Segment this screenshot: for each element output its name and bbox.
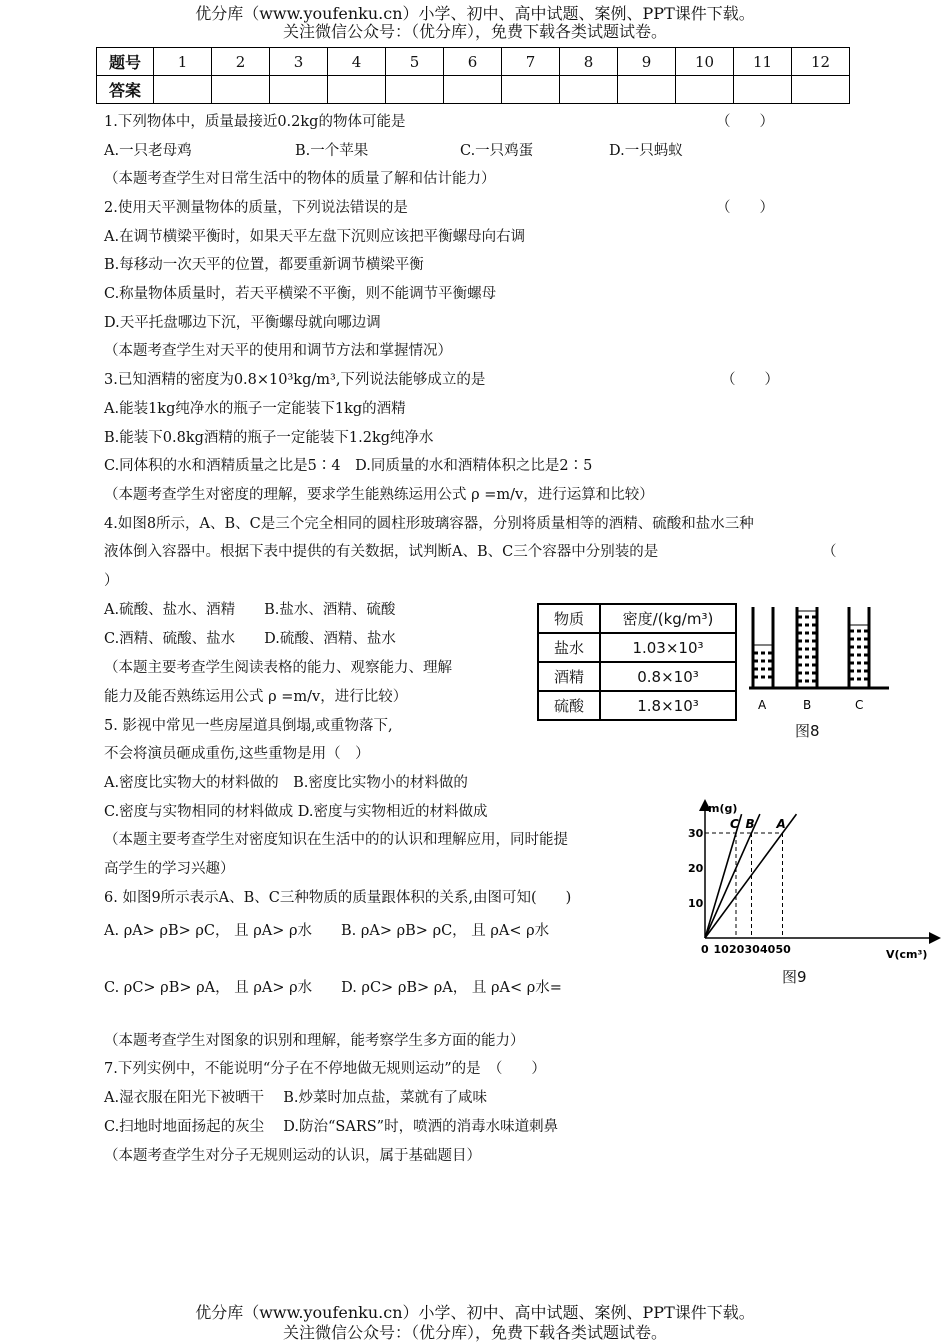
answer-table-answer-row	[97, 76, 850, 104]
q4-options-cd: C.酒精、硫酸、盐水 D.硫酸、酒精、盐水	[104, 631, 396, 647]
q7-note: （本题考查学生对分子无规则运动的认识，属于基础题目）	[104, 1148, 481, 1164]
q1-note: （本题考查学生对日常生活中的物体的质量了解和估计能力）	[104, 171, 496, 187]
figure-8-containers	[745, 603, 893, 713]
container-c	[849, 607, 869, 687]
q4-options-ab: A.硫酸、盐水、酒精 B.盐水、酒精、硫酸	[104, 602, 396, 618]
container-b	[797, 607, 817, 687]
answer-cell[interactable]	[444, 76, 502, 104]
q2-stem: 2.使用天平测量物体的质量，下列说法错误的是	[104, 200, 408, 216]
q6-option-c: C. ρC> ρB> ρA， 且 ρA> ρ水	[104, 980, 313, 996]
q6-options-cd	[104, 974, 664, 1002]
density-col-substance: 物质	[538, 604, 600, 633]
q5-options-ab: A.密度比实物大的材料做的 B.密度比实物小的材料做的	[104, 775, 468, 791]
container-label-b: B	[803, 698, 812, 712]
question-number: 2	[212, 48, 270, 76]
density-value: 0.8×10³	[600, 662, 736, 691]
density-table-header	[538, 604, 736, 633]
q7-options-ab: A.湿衣服在阳光下被晒干 B.炒菜时加点盐，菜就有了咸味	[104, 1090, 487, 1106]
answer-cell[interactable]	[212, 76, 270, 104]
answer-table	[96, 47, 850, 104]
q1-answer-paren: （ ）	[716, 114, 774, 130]
q5-note-line-1: （本题主要考查学生对密度知识在生活中的的认识和理解应用，同时能提	[104, 832, 568, 848]
series-label-c: C	[730, 817, 739, 831]
q3-answer-paren: （ ）	[721, 372, 779, 388]
q6-note: （本题考查学生对图象的识别和理解，能考察学生多方面的能力）	[104, 1033, 525, 1049]
q1-option-d: D.一只蚂蚁	[609, 143, 683, 159]
answer-cell[interactable]	[328, 76, 386, 104]
question-number: 8	[560, 48, 618, 76]
footer-line-1: 优分库（www.youfenku.cn）小学、初中、高中试题、案例、PPT课件下载。	[195, 1303, 755, 1322]
series-label-b: B	[745, 817, 755, 831]
q4-answer-paren-open: （	[822, 544, 837, 560]
figure-9-chart	[688, 796, 950, 966]
y-tick-label: 10	[688, 897, 704, 910]
figure-8-caption: 图8	[795, 722, 820, 740]
q5-stem-line-2: 不会将演员砸成重伤,这些重物是用（ ）	[104, 746, 370, 762]
question-number: 9	[618, 48, 676, 76]
container-label-a: A	[758, 698, 767, 712]
container-label-c: C	[855, 698, 864, 712]
q1-option-b: B.一个苹果	[295, 143, 369, 159]
q2-option-c: C.称量物体质量时，若天平横梁不平衡，则不能调节平衡螺母	[104, 286, 497, 302]
question-number: 12	[792, 48, 850, 76]
density-table	[537, 603, 737, 721]
q4-answer-paren-close: ）	[104, 573, 119, 589]
q4-stem-line-2: 液体倒入容器中。根据下表中提供的有关数据，试判断A、B、C三个容器中分别装的是	[104, 544, 659, 560]
y-tick-label: 20	[688, 862, 704, 875]
question-number: 10	[676, 48, 734, 76]
answer-table-number-row	[97, 48, 850, 76]
q1-option-a: A.一只老母鸡	[104, 143, 192, 159]
q4-note-line-2: 能力及能否熟练运用公式 ρ =m/v，进行比较）	[104, 689, 408, 705]
q2-note: （本题考查学生对天平的使用和调节方法和掌握情况）	[104, 343, 452, 359]
q7-stem: 7.下列实例中，不能说明“分子在不停地做无规则运动”的是 （ ）	[104, 1061, 546, 1077]
q6-stem: 6. 如图9所示表示A、B、C三种物质的质量跟体积的关系,由图可知( )	[104, 890, 572, 906]
q6-options-ab	[104, 917, 664, 945]
density-row	[538, 633, 736, 662]
answer-table-row-label: 答案	[97, 76, 154, 104]
substance-name: 硫酸	[538, 691, 600, 720]
answer-cell[interactable]	[154, 76, 212, 104]
q5-note-line-2: 高学生的学习兴趣）	[104, 861, 235, 877]
header-line-1: 优分库（www.youfenku.cn）小学、初中、高中试题、案例、PPT课件下载。	[195, 4, 755, 23]
x-tick-label: 0	[701, 943, 709, 956]
answer-cell[interactable]	[386, 76, 444, 104]
q2-option-a: A.在调节横梁平衡时，如果天平左盘下沉则应该把平衡螺母向右调	[104, 229, 526, 245]
q5-options-cd: C.密度与实物相同的材料做成 D.密度与实物相近的材料做成	[104, 804, 488, 820]
x-tick-label: 20	[729, 943, 745, 956]
q6-option-d: D. ρC> ρB> ρA， 且 ρA< ρ水=	[341, 980, 562, 996]
q5-stem-line-1: 5. 影视中常见一些房屋道具倒塌,或重物落下,	[104, 718, 393, 734]
footer-line-2: 关注微信公众号：（优分库），免费下载各类试题试卷。	[282, 1323, 667, 1342]
header-line-2: 关注微信公众号：（优分库），免费下载各类试题试卷。	[282, 22, 667, 41]
container-a	[753, 607, 773, 687]
q1-stem: 1.下列物体中，质量最接近0.2kg的物体可能是	[104, 114, 406, 130]
answer-cell[interactable]	[792, 76, 850, 104]
question-number: 11	[734, 48, 792, 76]
q6-option-a: A. ρA> ρB> ρC， 且 ρA> ρ水	[104, 923, 312, 939]
figure-9-caption: 图9	[782, 968, 807, 986]
q2-answer-paren: （ ）	[716, 200, 774, 216]
q3-note: （本题考查学生对密度的理解，要求学生能熟练运用公式 ρ =m/v，进行运算和比较）	[104, 487, 654, 503]
substance-name: 酒精	[538, 662, 600, 691]
x-tick-label: 50	[775, 943, 791, 956]
x-tick-label: 40	[760, 943, 776, 956]
density-row	[538, 662, 736, 691]
y-axis-label: m(g)	[708, 802, 738, 815]
q4-note-line-1: （本题主要考查学生阅读表格的能力、观察能力、理解	[104, 660, 452, 676]
x-tick-label: 10	[713, 943, 729, 956]
question-number: 5	[386, 48, 444, 76]
question-number: 7	[502, 48, 560, 76]
q7-options-cd: C.扫地时地面扬起的灰尘 D.防治“SARS”时，喷洒的消毒水味道刺鼻	[104, 1119, 559, 1135]
density-value: 1.8×10³	[600, 691, 736, 720]
x-tick-label: 30	[744, 943, 760, 956]
q2-option-b: B.每移动一次天平的位置，都要重新调节横梁平衡	[104, 257, 424, 273]
answer-cell[interactable]	[270, 76, 328, 104]
series-label-a: A	[776, 817, 786, 831]
answer-cell[interactable]	[560, 76, 618, 104]
density-row	[538, 691, 736, 720]
density-value: 1.03×10³	[600, 633, 736, 662]
answer-cell[interactable]	[502, 76, 560, 104]
answer-cell[interactable]	[676, 76, 734, 104]
q3-stem: 3.已知酒精的密度为0.8×10³kg/m³,下列说法能够成立的是	[104, 372, 486, 388]
answer-cell[interactable]	[618, 76, 676, 104]
q3-option-cd: C.同体积的水和酒精质量之比是5∶4 D.同质量的水和酒精体积之比是2∶5	[104, 458, 593, 474]
answer-table-row-label: 题号	[97, 48, 154, 76]
q3-option-a: A.能装1kg纯净水的瓶子一定能装下1kg的酒精	[104, 401, 406, 417]
question-number: 4	[328, 48, 386, 76]
x-axis-label: V(cm³)	[886, 948, 928, 961]
q4-stem-line-1: 4.如图8所示，A、B、C是三个完全相同的圆柱形玻璃容器，分别将质量相等的酒精、硫酸和盐水三种	[104, 516, 754, 532]
question-number: 6	[444, 48, 502, 76]
question-number: 1	[154, 48, 212, 76]
density-col-density: 密度/(kg/m³)	[600, 604, 736, 633]
y-tick-label: 30	[688, 827, 704, 840]
question-number: 3	[270, 48, 328, 76]
q6-option-b: B. ρA> ρB> ρC， 且 ρA< ρ水	[341, 923, 550, 939]
q2-option-d: D.天平托盘哪边下沉，平衡螺母就向哪边调	[104, 315, 381, 331]
q3-option-b: B.能装下0.8kg酒精的瓶子一定能装下1.2kg纯净水	[104, 430, 434, 446]
answer-cell[interactable]	[734, 76, 792, 104]
substance-name: 盐水	[538, 633, 600, 662]
q1-option-c: C.一只鸡蛋	[460, 143, 534, 159]
